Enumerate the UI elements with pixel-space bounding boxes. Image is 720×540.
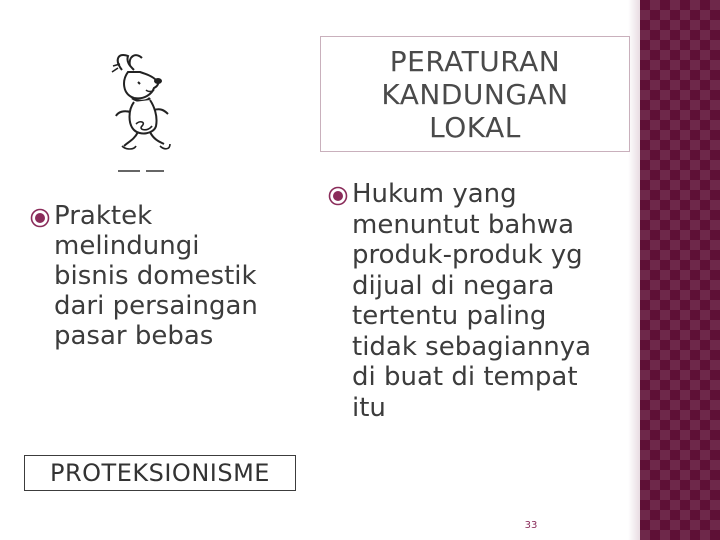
target-bullet-icon xyxy=(328,186,348,206)
target-bullet-icon xyxy=(30,208,50,228)
left-bullet xyxy=(30,201,300,351)
slide-title: PERATURAN KANDUNGAN LOKAL xyxy=(381,44,569,144)
left-bullet-text: Praktek melindungi bisnis domestik dari persaingan pasar bebas xyxy=(54,201,258,351)
right-bullet-text: Hukum yang menuntut bahwa produk-produk yg dijual di negara tertentu paling tidak sebagiannya di buat di tempat itu xyxy=(352,179,592,423)
right-bullet xyxy=(328,179,628,423)
title-box xyxy=(320,36,630,152)
decorative-band xyxy=(640,0,720,540)
dancing-dog-clipart-icon xyxy=(100,50,180,175)
page-number: 33 xyxy=(524,520,538,531)
keyword-box: PROTEKSIONISME xyxy=(24,455,296,491)
